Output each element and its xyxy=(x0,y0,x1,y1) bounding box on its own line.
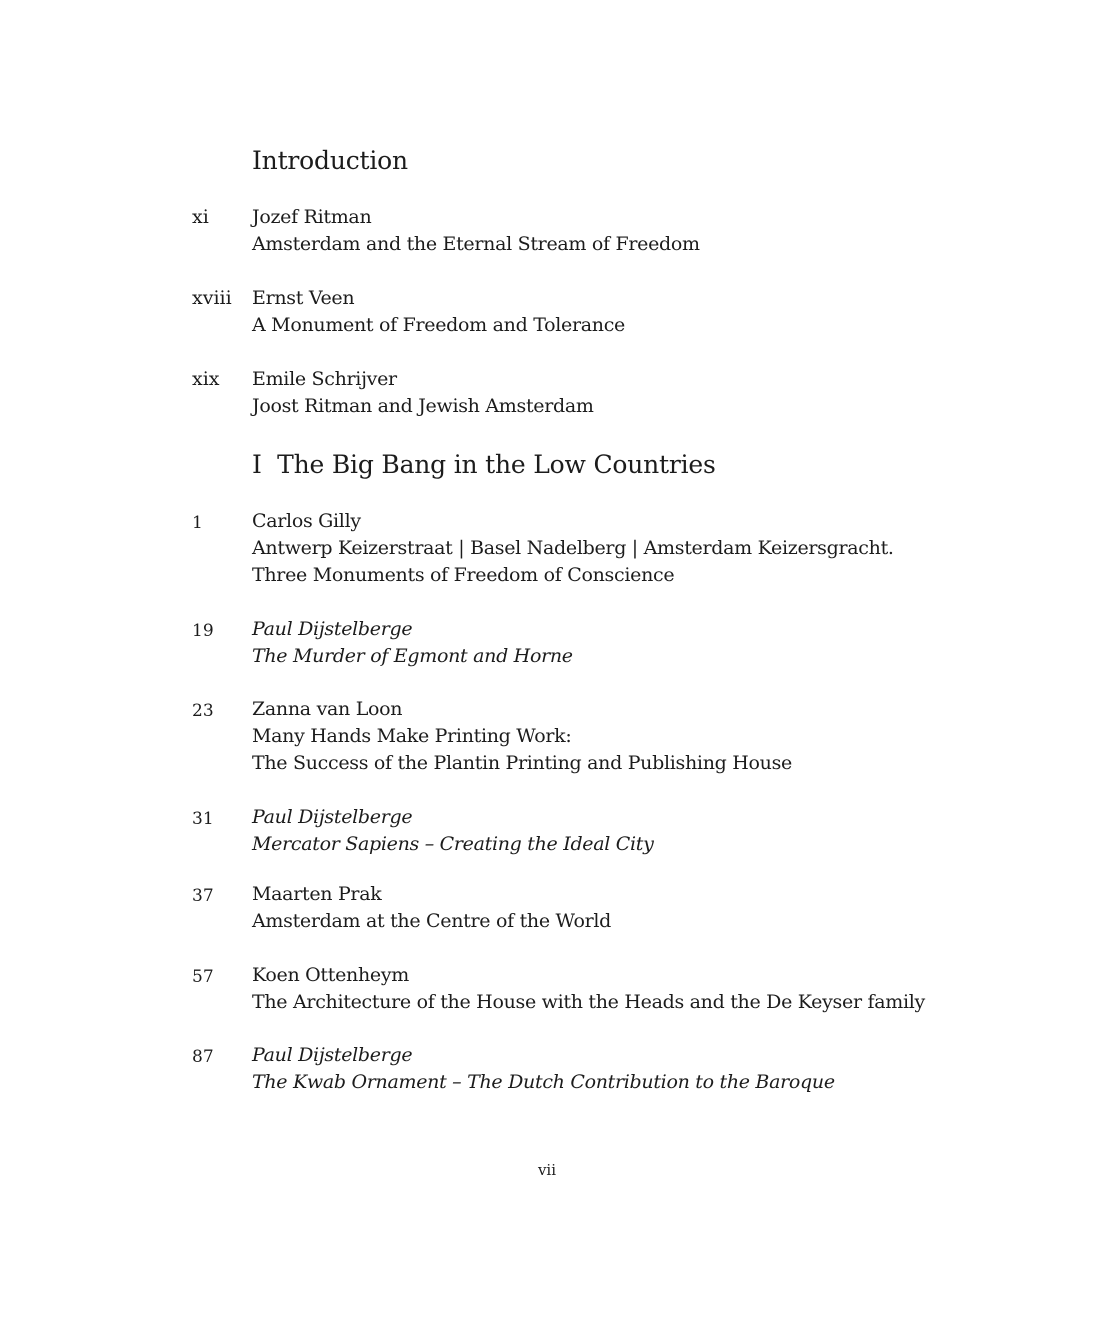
entry-title: The Success of the Plantin Printing and Publishing House xyxy=(252,752,792,774)
entry-title: Mercator Sapiens – Creating the Ideal City xyxy=(252,833,654,855)
page-number: 57 xyxy=(192,967,214,987)
entry-author: Carlos Gilly xyxy=(252,510,361,532)
entry-title: Amsterdam and the Eternal Stream of Freedom xyxy=(252,233,700,255)
section-heading-big-bang: I The Big Bang in the Low Countries xyxy=(252,450,716,479)
entry-author: Jozef Ritman xyxy=(252,206,372,228)
entry-author: Paul Dijstelberge xyxy=(252,1044,413,1066)
entry-author: Maarten Prak xyxy=(252,883,382,905)
page-number: 87 xyxy=(192,1047,214,1067)
folio-page-number: vii xyxy=(537,1161,557,1179)
page-number: 1 xyxy=(192,513,203,533)
entry-author: Ernst Veen xyxy=(252,287,355,309)
page-number: 31 xyxy=(192,809,214,829)
entry-title: Antwerp Keizerstraat | Basel Nadelberg | Amsterdam Keizersgracht. xyxy=(252,537,894,559)
entry-title: A Monument of Freedom and Tolerance xyxy=(252,314,625,336)
entry-author: Emile Schrijver xyxy=(252,368,397,390)
entry-title: The Kwab Ornament – The Dutch Contribution to the Baroque xyxy=(252,1071,835,1093)
page-number: xix xyxy=(192,368,220,390)
entry-title: Joost Ritman and Jewish Amsterdam xyxy=(252,395,594,417)
entry-title: Many Hands Make Printing Work: xyxy=(252,725,572,747)
entry-title: Amsterdam at the Centre of the World xyxy=(252,910,612,932)
page-number: 23 xyxy=(192,701,214,721)
entry-author: Zanna van Loon xyxy=(252,698,403,720)
entry-author: Koen Ottenheym xyxy=(252,964,410,986)
entry-title: The Architecture of the House with the Heads and the De Keyser family xyxy=(252,991,925,1013)
page-number: xviii xyxy=(192,287,232,309)
entry-title: The Murder of Egmont and Horne xyxy=(252,645,573,667)
entry-title: Three Monuments of Freedom of Conscience xyxy=(252,564,675,586)
entry-author: Paul Dijstelberge xyxy=(252,806,413,828)
entry-author: Paul Dijstelberge xyxy=(252,618,413,640)
page-number: 19 xyxy=(192,621,214,641)
section-heading-introduction: Introduction xyxy=(252,146,408,175)
page-number: 37 xyxy=(192,886,214,906)
page-number: xi xyxy=(192,206,209,228)
